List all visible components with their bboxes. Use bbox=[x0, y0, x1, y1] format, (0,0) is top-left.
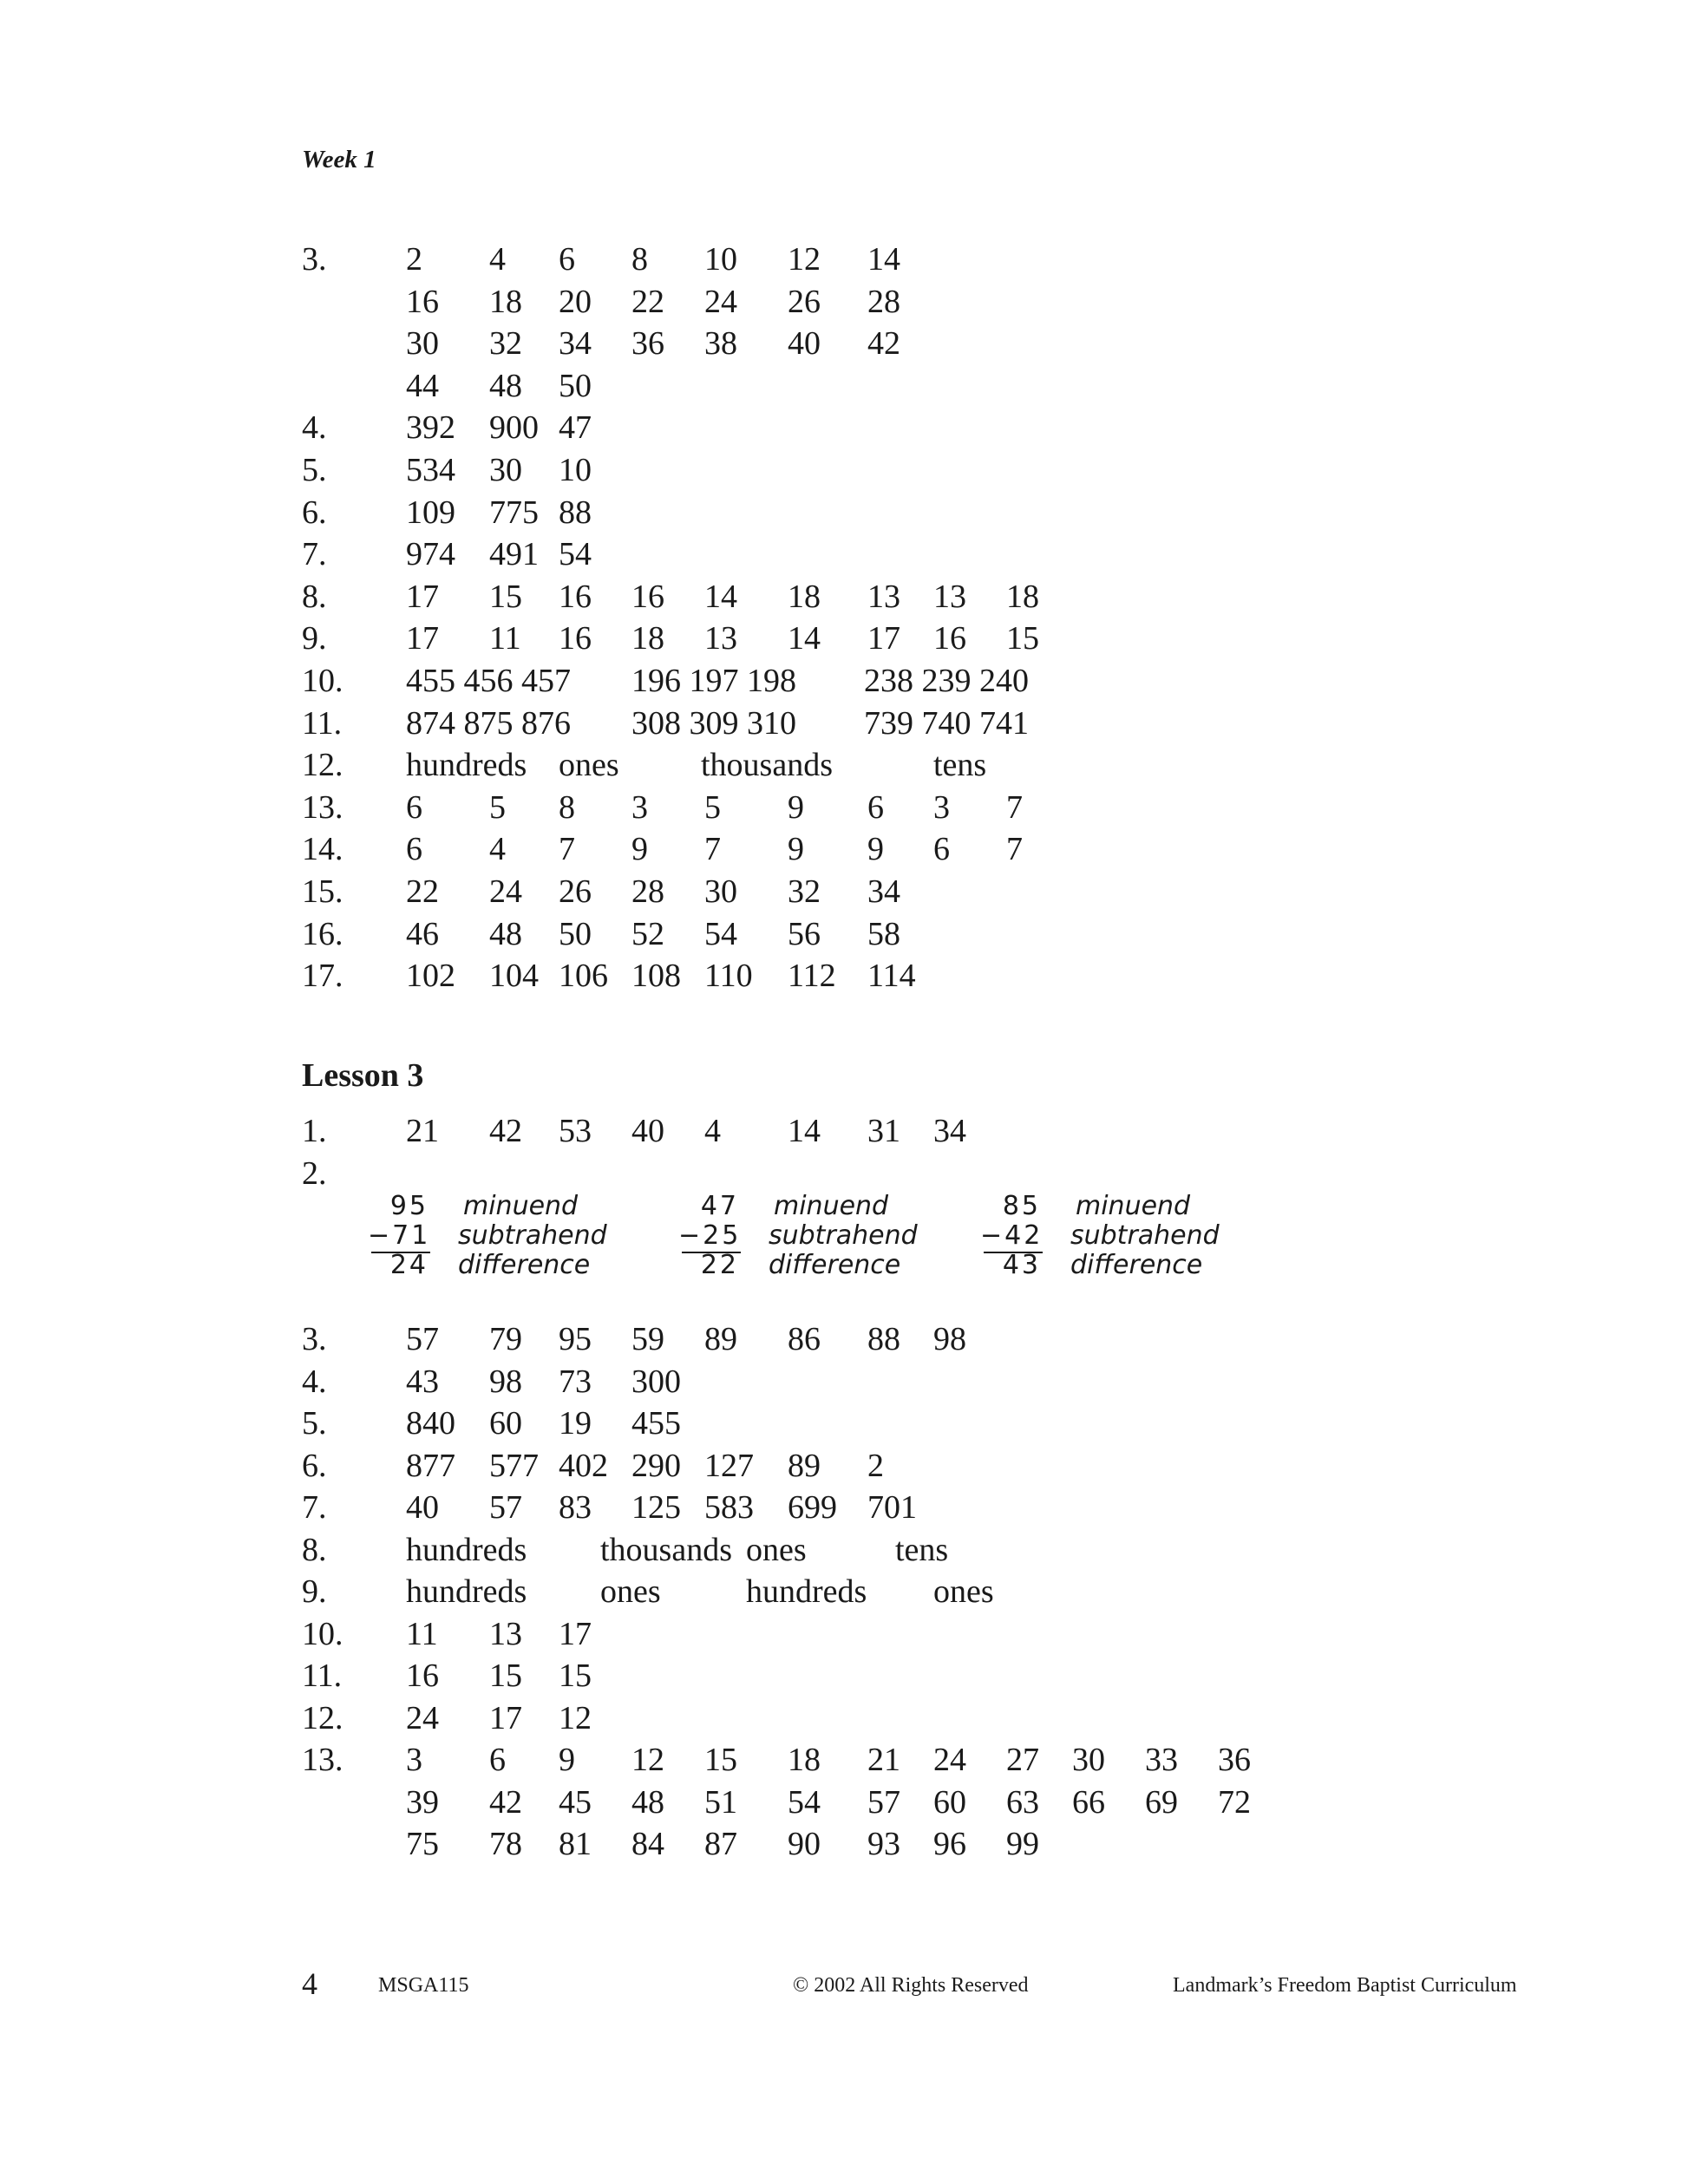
subtrahend-label: subtrahend bbox=[769, 1220, 918, 1251]
answer-value: 34 bbox=[559, 325, 592, 363]
answer-value: 34 bbox=[933, 1113, 966, 1149]
answer-value: 22 bbox=[631, 283, 664, 320]
answer-value: 308 309 310 bbox=[631, 704, 796, 742]
answer-line bbox=[0, 913, 1688, 955]
answer-value: 18 bbox=[489, 283, 522, 320]
answer-value: hundreds bbox=[406, 747, 527, 784]
answer-value: 51 bbox=[704, 1783, 737, 1821]
answer-value: 10 bbox=[559, 452, 592, 488]
answer-value: 3 bbox=[933, 788, 950, 826]
answer-value: 14 bbox=[788, 620, 821, 657]
answer-value: 10 bbox=[704, 241, 737, 278]
answer-value: hundreds bbox=[406, 1531, 527, 1568]
answer-value: 40 bbox=[788, 325, 821, 363]
answer-value: ones bbox=[933, 1573, 994, 1610]
answer-value: 57 bbox=[867, 1783, 900, 1821]
answer-value: 72 bbox=[1218, 1783, 1251, 1821]
answer-line bbox=[0, 660, 1688, 702]
answer-value: 32 bbox=[788, 873, 821, 910]
answer-value: 69 bbox=[1145, 1783, 1178, 1821]
difference-line bbox=[371, 1252, 430, 1253]
answer-number: 4. bbox=[302, 409, 327, 447]
answer-value: 8 bbox=[559, 788, 575, 826]
answer-line bbox=[0, 576, 1688, 618]
answer-value: 6 bbox=[406, 788, 422, 826]
answer-line bbox=[0, 1739, 1688, 1781]
answer-value: 300 bbox=[631, 1363, 681, 1400]
answer-line bbox=[0, 1318, 1688, 1360]
answer-line bbox=[0, 449, 1688, 491]
answer-value: 110 bbox=[704, 958, 753, 995]
answer-value: 112 bbox=[788, 958, 836, 995]
answer-number: 11. bbox=[302, 704, 343, 742]
answer-line bbox=[0, 281, 1688, 323]
answer-value: 81 bbox=[559, 1826, 592, 1862]
answer-value: 974 bbox=[406, 536, 455, 573]
answer-line bbox=[0, 1110, 1688, 1152]
answer-value: 90 bbox=[788, 1826, 821, 1862]
answer-value: tens bbox=[933, 747, 987, 784]
answer-value: 48 bbox=[631, 1783, 664, 1821]
answer-value: 125 bbox=[631, 1489, 681, 1526]
answer-value: 14 bbox=[867, 241, 900, 278]
answer-line bbox=[0, 1403, 1688, 1444]
difference-value: 43 bbox=[1002, 1250, 1041, 1280]
answer-value: 98 bbox=[489, 1363, 522, 1400]
subtrahend-label: subtrahend bbox=[458, 1220, 607, 1251]
answer-value: ones bbox=[559, 747, 619, 784]
answer-value: 28 bbox=[867, 283, 900, 320]
answer-value: 54 bbox=[704, 915, 737, 952]
answer-value: 89 bbox=[788, 1447, 821, 1484]
answer-value: 17 bbox=[489, 1699, 522, 1736]
answer-value: 11 bbox=[489, 620, 521, 657]
answer-value: 40 bbox=[406, 1489, 439, 1526]
answer-value: 28 bbox=[631, 873, 664, 910]
answer-value: 2 bbox=[867, 1447, 884, 1484]
answer-line bbox=[0, 744, 1688, 786]
answer-value: 52 bbox=[631, 915, 664, 952]
answer-number: 11. bbox=[302, 1658, 343, 1694]
answer-value: 16 bbox=[406, 283, 439, 320]
answer-value: 290 bbox=[631, 1447, 681, 1484]
answer-value: 88 bbox=[559, 494, 592, 531]
answer-value: 18 bbox=[1006, 578, 1039, 615]
answer-value: 21 bbox=[406, 1113, 439, 1149]
answer-value: 15 bbox=[489, 578, 522, 615]
answer-line bbox=[0, 828, 1688, 870]
answer-number: 8. bbox=[302, 578, 327, 615]
answer-number: 7. bbox=[302, 1489, 327, 1526]
difference-label: difference bbox=[458, 1250, 591, 1280]
answer-value: 48 bbox=[489, 367, 522, 404]
answer-number: 3. bbox=[302, 1321, 327, 1357]
subtrahend-value: −42 bbox=[980, 1220, 1044, 1251]
answer-value: 16 bbox=[631, 578, 664, 615]
answer-value: 60 bbox=[933, 1783, 966, 1821]
answer-value: 7 bbox=[559, 831, 575, 868]
answer-value: 402 bbox=[559, 1447, 608, 1484]
answer-value: 73 bbox=[559, 1363, 592, 1400]
answer-number: 8. bbox=[302, 1531, 327, 1568]
answer-value: 89 bbox=[704, 1321, 737, 1357]
subtrahend-label: subtrahend bbox=[1070, 1220, 1220, 1251]
answer-value: 12 bbox=[631, 1742, 664, 1778]
page-number: 4 bbox=[302, 1966, 317, 2001]
answer-value: 50 bbox=[559, 915, 592, 952]
answer-number: 6. bbox=[302, 494, 327, 531]
answer-value: 9 bbox=[867, 831, 884, 868]
answer-value: 108 bbox=[631, 958, 681, 995]
answer-line bbox=[0, 871, 1688, 912]
answer-number: 12. bbox=[302, 747, 343, 784]
answer-number: 13. bbox=[302, 1742, 343, 1778]
answer-value: 701 bbox=[867, 1489, 917, 1526]
answer-value: 75 bbox=[406, 1826, 439, 1862]
answer-value: 534 bbox=[406, 452, 455, 488]
answer-line bbox=[0, 365, 1688, 407]
answer-line bbox=[0, 703, 1688, 744]
answer-value: 53 bbox=[559, 1113, 592, 1149]
difference-value: 24 bbox=[389, 1250, 429, 1280]
answer-value: 14 bbox=[704, 578, 737, 615]
answer-value: 17 bbox=[867, 620, 900, 657]
answer-number: 13. bbox=[302, 788, 343, 826]
answer-value: 30 bbox=[489, 452, 522, 488]
answer-value: 16 bbox=[559, 620, 592, 657]
week-label: Week 1 bbox=[302, 146, 376, 173]
answer-value: 9 bbox=[631, 831, 648, 868]
answer-value: 17 bbox=[406, 620, 439, 657]
answer-value: 699 bbox=[788, 1489, 837, 1526]
answer-value: 196 197 198 bbox=[631, 663, 796, 699]
answer-value: 60 bbox=[489, 1405, 522, 1442]
answer-value: 455 456 457 bbox=[406, 663, 571, 699]
answer-value: 24 bbox=[406, 1699, 439, 1736]
answer-number: 1. bbox=[302, 1113, 327, 1149]
answer-value: 102 bbox=[406, 958, 455, 995]
subtraction-problem bbox=[678, 1192, 939, 1287]
answer-value: 18 bbox=[631, 620, 664, 657]
answer-number: 14. bbox=[302, 831, 343, 868]
answer-line bbox=[0, 407, 1688, 448]
answer-value: 30 bbox=[406, 325, 439, 363]
subtrahend-value: −71 bbox=[368, 1220, 431, 1251]
answer-line bbox=[0, 955, 1688, 997]
answer-number: 5. bbox=[302, 452, 327, 488]
answer-value: 11 bbox=[406, 1615, 438, 1652]
subtraction-problem bbox=[368, 1192, 628, 1287]
answer-number: 10. bbox=[302, 1615, 343, 1652]
answer-value: 78 bbox=[489, 1826, 522, 1862]
answer-value: 99 bbox=[1006, 1826, 1039, 1862]
minuend-value: 95 bbox=[389, 1191, 429, 1221]
answer-value: 13 bbox=[867, 578, 900, 615]
answer-value: 7 bbox=[1006, 831, 1023, 868]
answer-value: 56 bbox=[788, 915, 821, 952]
copyright: © 2002 All Rights Reserved bbox=[793, 1974, 1029, 1997]
answer-number: 6. bbox=[302, 1447, 327, 1484]
answer-value: 12 bbox=[788, 241, 821, 278]
minuend-label: minuend bbox=[774, 1191, 889, 1221]
answer-value: 577 bbox=[489, 1447, 539, 1484]
difference-label: difference bbox=[1070, 1250, 1203, 1280]
answer-value: 95 bbox=[559, 1321, 592, 1357]
answer-value: 392 bbox=[406, 409, 455, 447]
answer-line bbox=[0, 323, 1688, 364]
answer-value: 63 bbox=[1006, 1783, 1039, 1821]
answer-number: 9. bbox=[302, 1573, 327, 1610]
minuend-value: 47 bbox=[700, 1191, 739, 1221]
answer-value: 2 bbox=[406, 241, 422, 278]
answer-value: 7 bbox=[704, 831, 721, 868]
answer-number: 7. bbox=[302, 536, 327, 573]
answer-value: 54 bbox=[788, 1783, 821, 1821]
answer-number: 3. bbox=[302, 241, 327, 278]
publisher: Landmark’s Freedom Baptist Curriculum bbox=[1173, 1974, 1517, 1997]
answer-value: 21 bbox=[867, 1742, 900, 1778]
answer-value: 38 bbox=[704, 325, 737, 363]
answer-line bbox=[0, 1529, 1688, 1571]
answer-value: 13 bbox=[704, 620, 737, 657]
answer-value: 6 bbox=[489, 1742, 506, 1778]
answer-value: thousands bbox=[600, 1531, 732, 1568]
answer-value: 127 bbox=[704, 1447, 754, 1484]
answer-value: 43 bbox=[406, 1363, 439, 1400]
answer-value: 39 bbox=[406, 1783, 439, 1821]
answer-line bbox=[0, 1153, 1688, 1194]
answer-value: 13 bbox=[933, 578, 966, 615]
answer-value: 79 bbox=[489, 1321, 522, 1357]
answer-value: 32 bbox=[489, 325, 522, 363]
answer-value: 36 bbox=[631, 325, 664, 363]
answer-value: 491 bbox=[489, 536, 539, 573]
answer-line bbox=[0, 1445, 1688, 1487]
answer-value: 583 bbox=[704, 1489, 754, 1526]
answer-value: 877 bbox=[406, 1447, 455, 1484]
answer-value: 775 bbox=[489, 494, 539, 531]
difference-label: difference bbox=[769, 1250, 901, 1280]
answer-number: 4. bbox=[302, 1363, 327, 1400]
answer-line bbox=[0, 1782, 1688, 1823]
answer-value: 34 bbox=[867, 873, 900, 910]
answer-value: 26 bbox=[788, 283, 821, 320]
answer-value: 106 bbox=[559, 958, 608, 995]
answer-line bbox=[0, 239, 1688, 280]
answer-value: 83 bbox=[559, 1489, 592, 1526]
answer-value: 5 bbox=[704, 788, 721, 826]
answer-value: 46 bbox=[406, 915, 439, 952]
answer-value: 36 bbox=[1218, 1742, 1251, 1778]
answer-number: 12. bbox=[302, 1699, 343, 1736]
answer-value: 4 bbox=[704, 1113, 721, 1149]
answer-value: 739 740 741 bbox=[864, 704, 1029, 742]
answer-value: 3 bbox=[631, 788, 648, 826]
answer-value: hundreds bbox=[746, 1573, 867, 1610]
answer-line bbox=[0, 492, 1688, 533]
answer-value: 8 bbox=[631, 241, 648, 278]
answer-value: 42 bbox=[867, 325, 900, 363]
answer-value: 44 bbox=[406, 367, 439, 404]
answer-value: hundreds bbox=[406, 1573, 527, 1610]
answer-value: 88 bbox=[867, 1321, 900, 1357]
answer-value: 66 bbox=[1072, 1783, 1105, 1821]
course-code: MSGA115 bbox=[378, 1974, 469, 1997]
answer-value: 84 bbox=[631, 1826, 664, 1862]
answer-value: 15 bbox=[559, 1658, 592, 1694]
answer-line bbox=[0, 1487, 1688, 1528]
answer-value: 58 bbox=[867, 915, 900, 952]
answer-value: 30 bbox=[704, 873, 737, 910]
answer-line bbox=[0, 618, 1688, 659]
answer-number: 16. bbox=[302, 915, 343, 952]
answer-value: thousands bbox=[701, 747, 833, 784]
answer-number: 5. bbox=[302, 1405, 327, 1442]
answer-value: 40 bbox=[631, 1113, 664, 1149]
answer-number: 2. bbox=[302, 1155, 327, 1192]
answer-value: 19 bbox=[559, 1405, 592, 1442]
answer-value: 13 bbox=[489, 1615, 522, 1652]
answer-value: 114 bbox=[867, 958, 916, 995]
answer-value: 16 bbox=[406, 1658, 439, 1694]
answer-value: 27 bbox=[1006, 1742, 1039, 1778]
difference-line bbox=[682, 1252, 741, 1253]
answer-value: 7 bbox=[1006, 788, 1023, 826]
answer-value: ones bbox=[600, 1573, 661, 1610]
answer-value: 86 bbox=[788, 1321, 821, 1357]
answer-value: 31 bbox=[867, 1113, 900, 1149]
answer-number: 15. bbox=[302, 873, 343, 910]
answer-value: 104 bbox=[489, 958, 539, 995]
answer-line bbox=[0, 1655, 1688, 1697]
answer-value: 3 bbox=[406, 1742, 422, 1778]
answer-number: 17. bbox=[302, 958, 343, 995]
answer-value: 54 bbox=[559, 536, 592, 573]
answer-value: 15 bbox=[1006, 620, 1039, 657]
answer-value: 24 bbox=[933, 1742, 966, 1778]
answer-number: 10. bbox=[302, 663, 343, 699]
answer-value: 12 bbox=[559, 1699, 592, 1736]
answer-value: 6 bbox=[867, 788, 884, 826]
answer-line bbox=[0, 787, 1688, 828]
minuend-value: 85 bbox=[1002, 1191, 1041, 1221]
answer-value: 96 bbox=[933, 1826, 966, 1862]
answer-value: 900 bbox=[489, 409, 539, 447]
answer-value: 47 bbox=[559, 409, 592, 447]
answer-value: 109 bbox=[406, 494, 455, 531]
answer-value: 9 bbox=[788, 831, 804, 868]
answer-value: 87 bbox=[704, 1826, 737, 1862]
answer-line bbox=[0, 1823, 1688, 1865]
answer-value: 4 bbox=[489, 241, 506, 278]
subtrahend-value: −25 bbox=[678, 1220, 742, 1251]
answer-value: 16 bbox=[933, 620, 966, 657]
answer-value: 45 bbox=[559, 1783, 592, 1821]
answer-value: 238 239 240 bbox=[864, 663, 1029, 699]
answer-value: 33 bbox=[1145, 1742, 1178, 1778]
answer-value: 9 bbox=[559, 1742, 575, 1778]
answer-value: 6 bbox=[406, 831, 422, 868]
answer-value: 17 bbox=[406, 578, 439, 615]
difference-value: 22 bbox=[700, 1250, 739, 1280]
answer-value: 59 bbox=[631, 1321, 664, 1357]
answer-line bbox=[0, 533, 1688, 575]
answer-value: 24 bbox=[489, 873, 522, 910]
answer-number: 9. bbox=[302, 620, 327, 657]
answer-line bbox=[0, 1613, 1688, 1655]
answer-line bbox=[0, 1361, 1688, 1403]
answer-value: 16 bbox=[559, 578, 592, 615]
answer-value: 93 bbox=[867, 1826, 900, 1862]
answer-value: 6 bbox=[559, 241, 575, 278]
answer-value: 6 bbox=[933, 831, 950, 868]
answer-value: 20 bbox=[559, 283, 592, 320]
minuend-label: minuend bbox=[1076, 1191, 1191, 1221]
minuend-label: minuend bbox=[463, 1191, 579, 1221]
answer-value: 840 bbox=[406, 1405, 455, 1442]
answer-value: 42 bbox=[489, 1113, 522, 1149]
answer-value: 9 bbox=[788, 788, 804, 826]
answer-value: 26 bbox=[559, 873, 592, 910]
answer-value: 48 bbox=[489, 915, 522, 952]
answer-value: 17 bbox=[559, 1615, 592, 1652]
answer-line bbox=[0, 1571, 1688, 1612]
answer-value: ones bbox=[746, 1531, 807, 1568]
answer-value: 874 875 876 bbox=[406, 704, 571, 742]
answer-line bbox=[0, 1697, 1688, 1739]
subtraction-problem bbox=[980, 1192, 1240, 1287]
answer-value: 50 bbox=[559, 367, 592, 404]
answer-value: 22 bbox=[406, 873, 439, 910]
answer-value: 18 bbox=[788, 1742, 821, 1778]
answer-value: 455 bbox=[631, 1405, 681, 1442]
answer-value: 14 bbox=[788, 1113, 821, 1149]
answer-value: 15 bbox=[704, 1742, 737, 1778]
lesson-title: Lesson 3 bbox=[302, 1057, 424, 1094]
answer-value: tens bbox=[895, 1531, 949, 1568]
answer-value: 98 bbox=[933, 1321, 966, 1357]
answer-value: 42 bbox=[489, 1783, 522, 1821]
answer-value: 4 bbox=[489, 831, 506, 868]
answer-value: 57 bbox=[489, 1489, 522, 1526]
answer-value: 30 bbox=[1072, 1742, 1105, 1778]
answer-value: 18 bbox=[788, 578, 821, 615]
difference-line bbox=[984, 1252, 1043, 1253]
answer-value: 5 bbox=[489, 788, 506, 826]
answer-value: 24 bbox=[704, 283, 737, 320]
answer-value: 15 bbox=[489, 1658, 522, 1694]
answer-value: 57 bbox=[406, 1321, 439, 1357]
